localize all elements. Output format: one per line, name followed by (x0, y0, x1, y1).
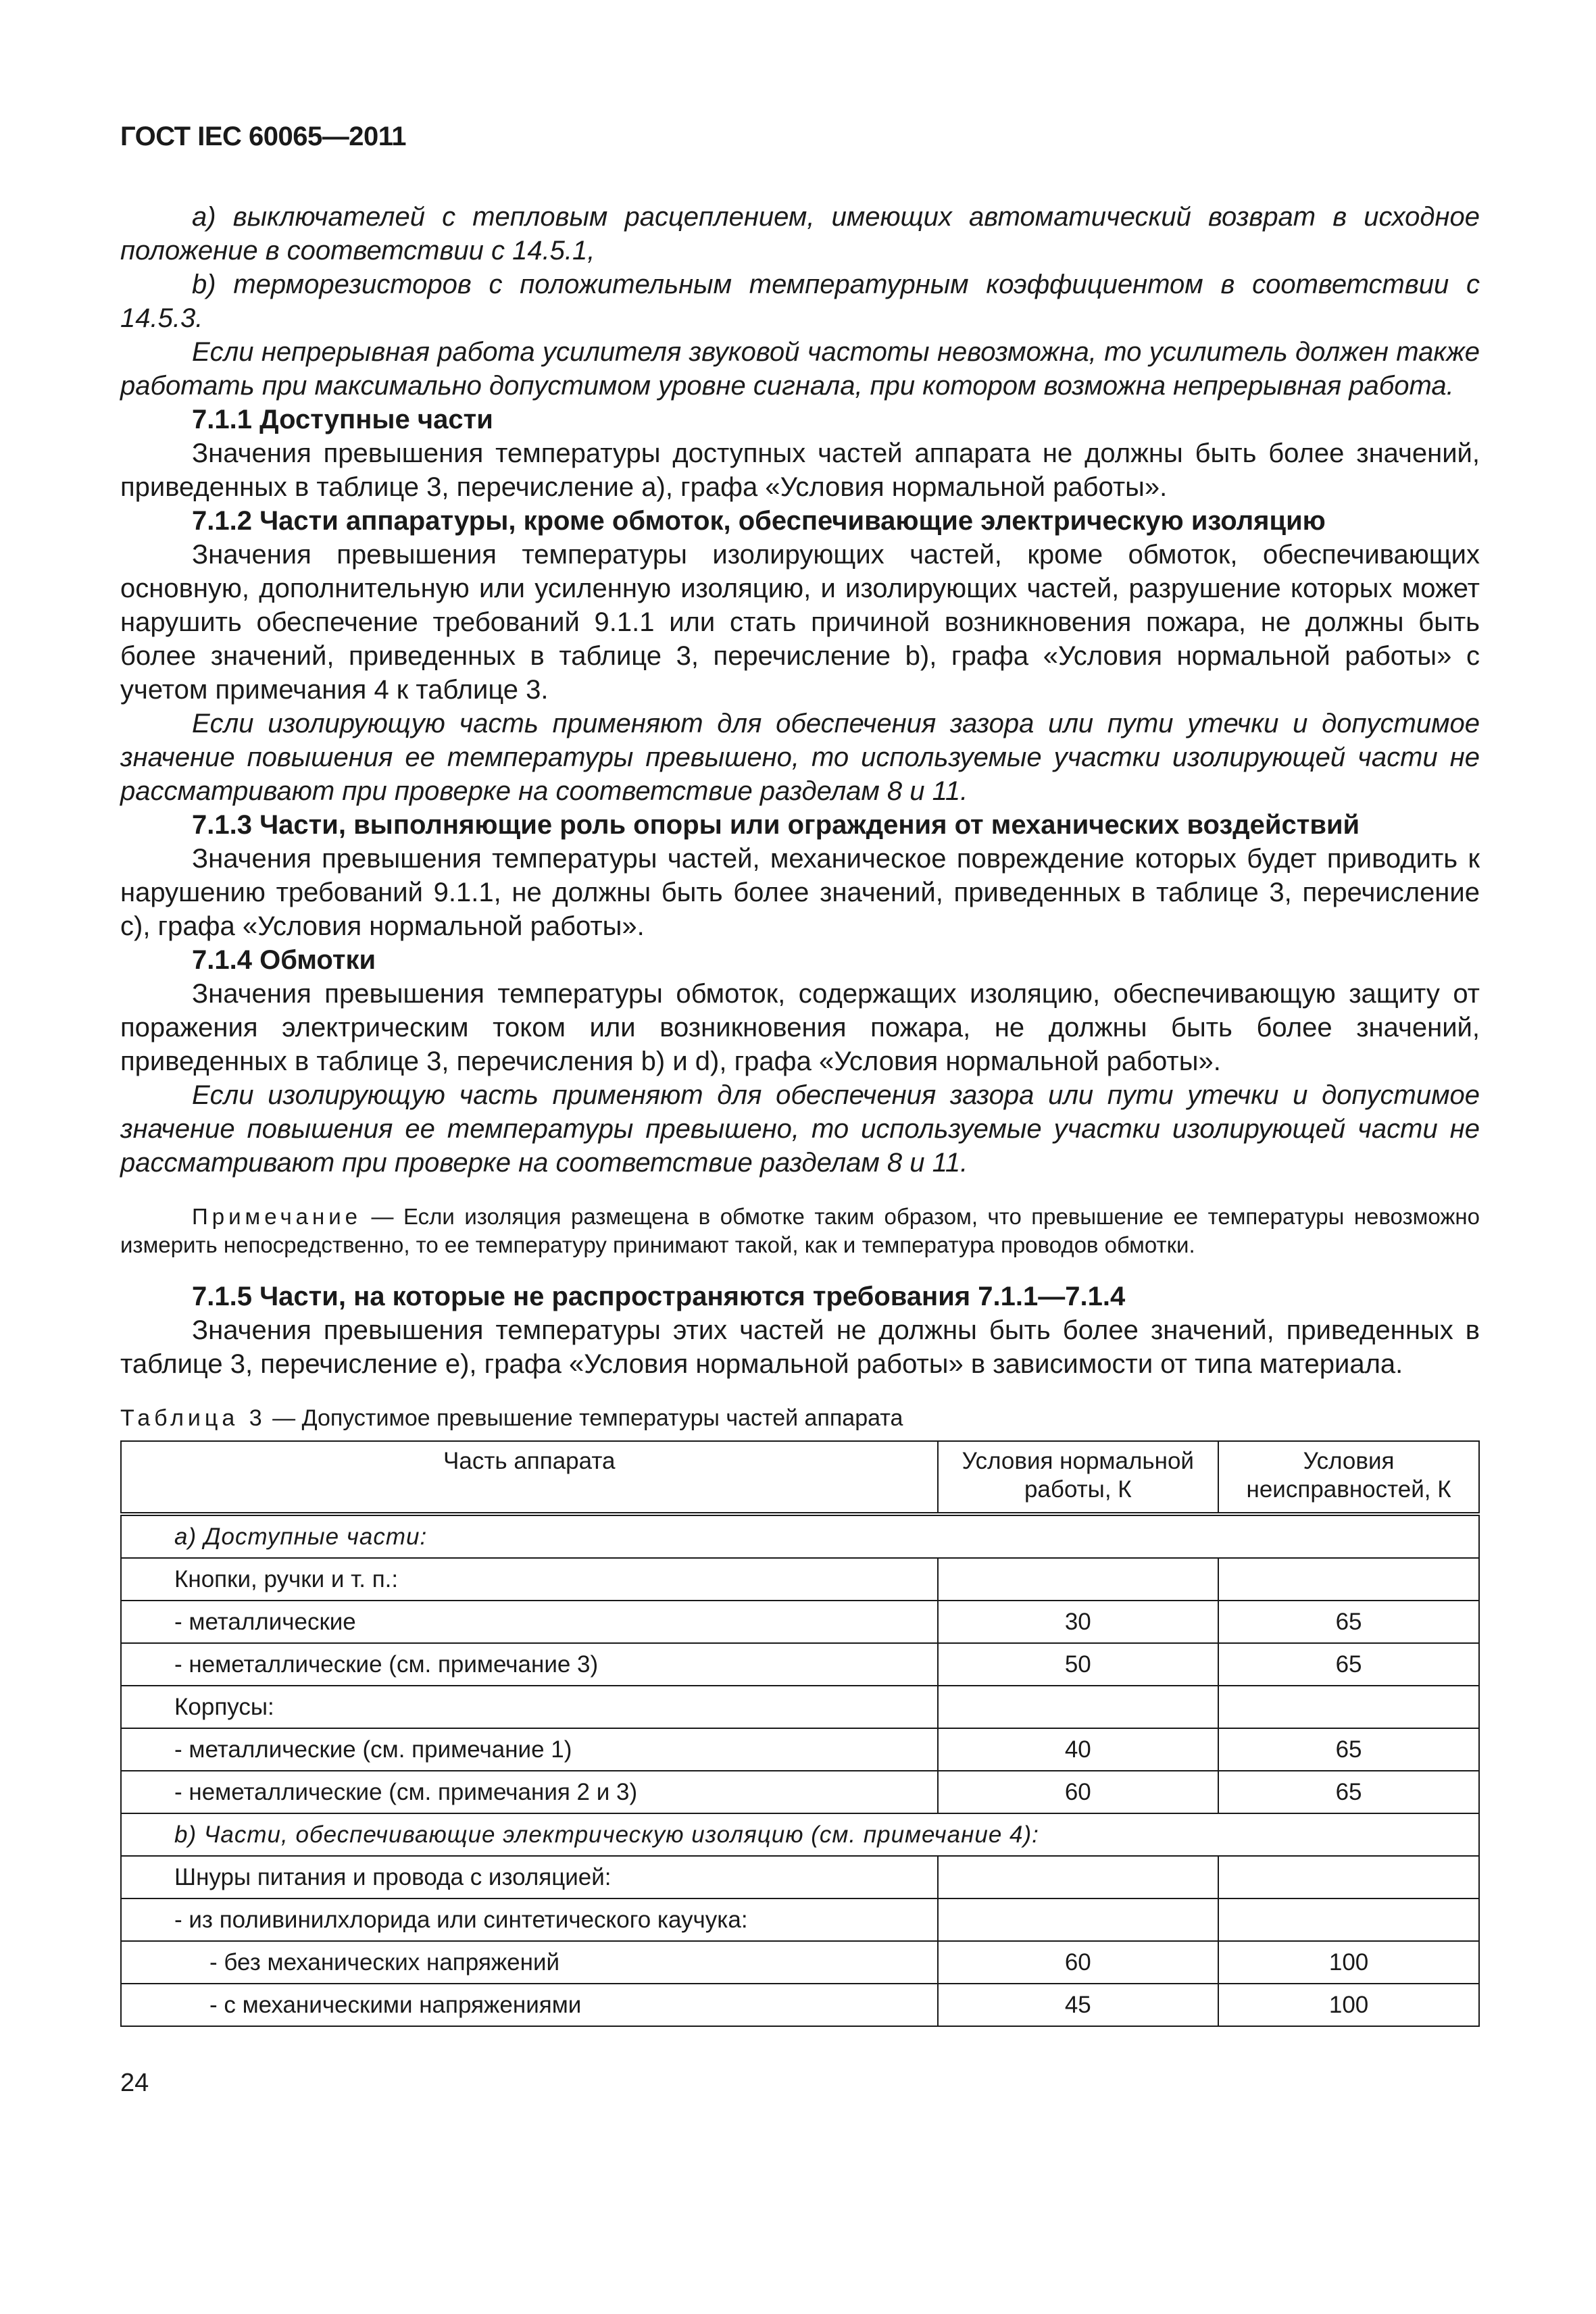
table-row (121, 1643, 1479, 1686)
table-cell: - металлические (121, 1601, 938, 1643)
table-cell (1218, 1898, 1479, 1941)
section-heading: 7.1.3 Части, выполняющие роль опоры или ограждения от механических воздействий (192, 810, 1360, 840)
table-row (121, 1728, 1479, 1771)
table-cell: 65 (1218, 1728, 1479, 1771)
table-row (121, 1601, 1479, 1643)
paragraph: b) терморезисторов с положительным температурным коэффициентом в соответствии с 14.5.3. (120, 270, 1480, 333)
table-cell: - неметаллические (см. примечания 2 и 3) (121, 1771, 938, 1813)
table-header-row (121, 1441, 1479, 1514)
table-caption-text: — Допустимое превышение температуры частей аппарата (266, 1405, 903, 1431)
table-cell (1218, 1558, 1479, 1601)
table-cell: 100 (1218, 1941, 1479, 1984)
table-row (121, 1856, 1479, 1898)
paragraph: Значения превышения температуры доступных частей аппарата не должны быть более значений, приведенных в таблице 3, перечисление a), графа «Условия нормальной работы». (120, 438, 1480, 502)
table-row (121, 1514, 1479, 1558)
table-cell: Корпусы: (121, 1686, 938, 1728)
paragraph: Если изолирующую часть применяют для обеспечения зазора или пути утечки и допустимое значение повышения ее температуры превышено, то используемые участки изолирующей части не рассматривают при проверке на соответствие разделам 8 и 11. (120, 709, 1480, 806)
table-cell: 30 (938, 1601, 1219, 1643)
table-cell: 45 (938, 1984, 1219, 2026)
table-cell: - с механическими напряжениями (121, 1984, 938, 2026)
table-cell: - неметаллические (см. примечание 3) (121, 1643, 938, 1686)
col-header-fault: Условия неисправностей, К (1218, 1441, 1479, 1514)
table-row (121, 1984, 1479, 2026)
document-body (120, 200, 1480, 2027)
table-cell: Шнуры питания и провода с изоляцией: (121, 1856, 938, 1898)
table-cell: 60 (938, 1941, 1219, 1984)
paragraph: Значения превышения температуры этих частей не должны быть более значений, приведенных в таблице 3, перечисление e), графа «Условия нормальной работы» в зависимости от типа материала. (120, 1315, 1480, 1379)
table-section-label: b) Части, обеспечивающие электрическую изоляцию (см. примечание 4): (121, 1813, 1479, 1856)
paragraph: Значения превышения температуры частей, механическое повреждение которых будет приводить к нарушению требований 9.1.1, не должны быть более значений, приведенных в таблице 3, перечисление c), графа «Условия нормальной работы». (120, 844, 1480, 941)
note (120, 1203, 1480, 1259)
table-row (121, 1941, 1479, 1984)
table-row (121, 1686, 1479, 1728)
table-caption (120, 1404, 1480, 1432)
paragraph: Значения превышения температуры изолирующих частей, кроме обмоток, обеспечивающих основную, дополнительную или усиленную изоляцию, и изолирующих частей, разрушение которых может нарушить обеспечение требований 9.1.1 или стать причиной возникновения пожара, не должны быть более значений, приведенных в таблице 3, перечисление b), графа «Условия нормальной работы» с учетом примечания 4 к таблице 3. (120, 540, 1480, 705)
paragraph: a) выключателей с тепловым расцеплением, имеющих автоматический возврат в исходное положение в соответствии с 14.5.1, (120, 202, 1480, 266)
table-cell: 65 (1218, 1643, 1479, 1686)
table-cell (938, 1686, 1219, 1728)
table-cell (938, 1558, 1219, 1601)
note-label: Примечание (192, 1204, 362, 1229)
table-cell: Кнопки, ручки и т. п.: (121, 1558, 938, 1601)
table-cell: 50 (938, 1643, 1219, 1686)
table-cell: 60 (938, 1771, 1219, 1813)
section-heading: 7.1.1 Доступные части (192, 405, 493, 434)
document-header: ГОСТ IEC 60065—2011 (120, 122, 406, 151)
table-cell (938, 1898, 1219, 1941)
table-caption-label: Таблица 3 (120, 1405, 266, 1431)
table-row (121, 1771, 1479, 1813)
note-text: — Если изоляция размещена в обмотке таким образом, что превышение ее температуры невозможно измерить непосредственно, то ее температуру принимают такой, как и температура проводов обмотки. (120, 1204, 1480, 1257)
col-header-normal: Условия нормальной работы, К (938, 1441, 1219, 1514)
table-cell (1218, 1856, 1479, 1898)
table-cell: 40 (938, 1728, 1219, 1771)
table-cell (1218, 1686, 1479, 1728)
section-heading: 7.1.4 Обмотки (192, 945, 376, 975)
section-heading: 7.1.5 Части, на которые не распространяются требования 7.1.1—7.1.4 (192, 1282, 1126, 1311)
table-cell: 65 (1218, 1771, 1479, 1813)
temperature-table (120, 1440, 1480, 2027)
table-cell: 65 (1218, 1601, 1479, 1643)
table-cell: - из поливинилхлорида или синтетического каучука: (121, 1898, 938, 1941)
section-heading: 7.1.2 Части аппаратуры, кроме обмоток, обеспечивающие электрическую изоляцию (192, 506, 1326, 536)
table-cell: - металлические (см. примечание 1) (121, 1728, 938, 1771)
paragraph: Значения превышения температуры обмоток, содержащих изоляцию, обеспечивающую защиту от поражения электрическим током или возникновения пожара, не должны быть более значений, приведенных в таблице 3, перечисления b) и d), графа «Условия нормальной работы». (120, 979, 1480, 1076)
table-row (121, 1813, 1479, 1856)
page-number: 24 (120, 2069, 149, 2097)
table-section-label: a) Доступные части: (121, 1514, 1479, 1558)
table-cell: 100 (1218, 1984, 1479, 2026)
table-row (121, 1898, 1479, 1941)
table-cell: - без механических напряжений (121, 1941, 938, 1984)
table-cell (938, 1856, 1219, 1898)
table-row (121, 1558, 1479, 1601)
paragraph: Если непрерывная работа усилителя звуковой частоты невозможна, то усилитель должен также работать при максимально допустимом уровне сигнала, при котором возможна непрерывная работа. (120, 337, 1480, 401)
paragraph: Если изолирующую часть применяют для обеспечения зазора или пути утечки и допустимое значение повышения ее температуры превышено, то используемые участки изолирующей части не рассматривают при проверке на соответствие разделам 8 и 11. (120, 1080, 1480, 1178)
col-header-part: Часть аппарата (121, 1441, 938, 1514)
